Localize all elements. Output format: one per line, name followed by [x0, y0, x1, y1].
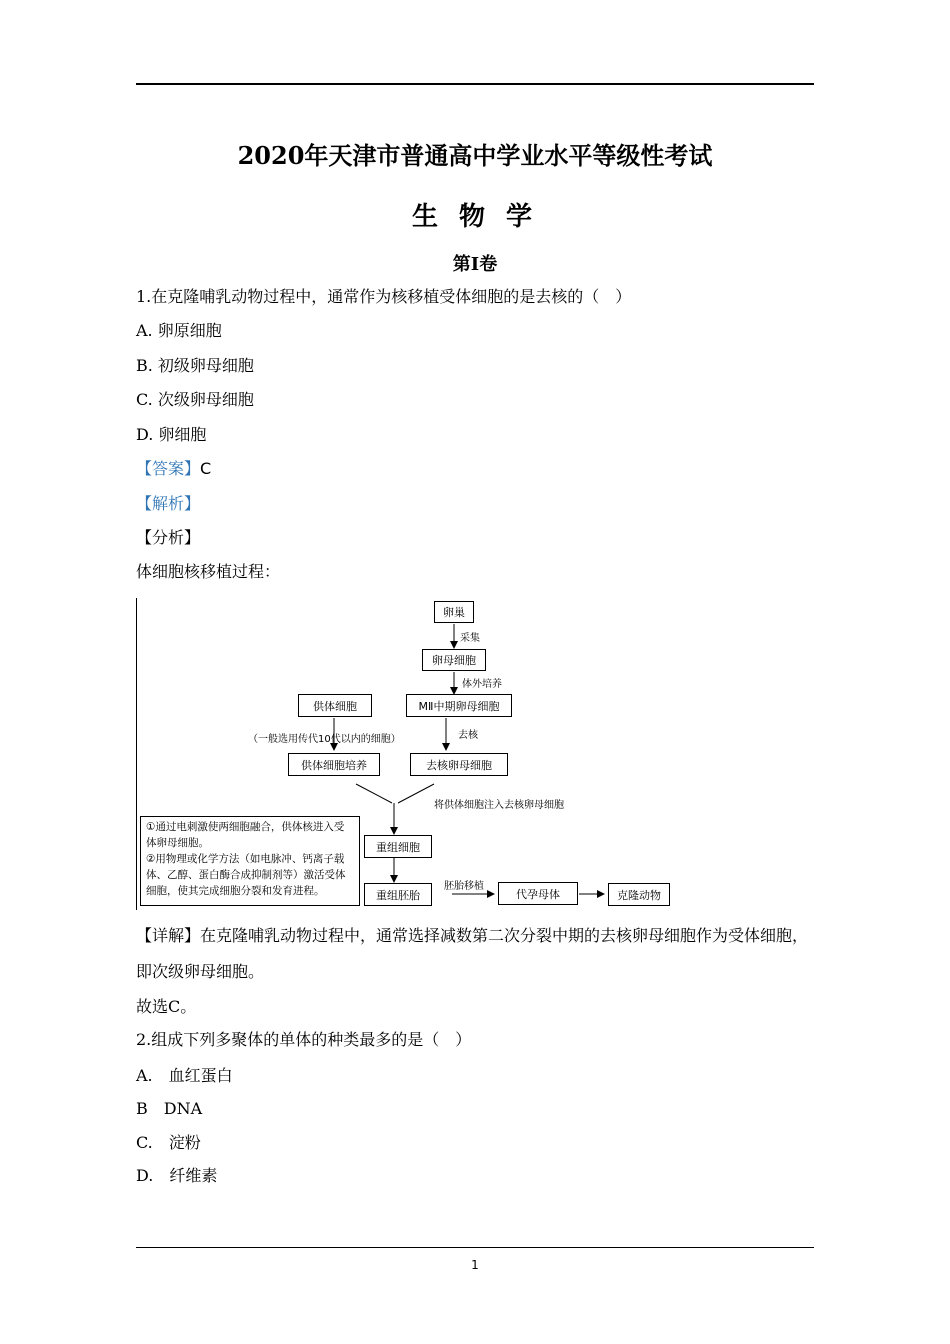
- embryo-transfer-label: 胚胎移植: [444, 881, 484, 892]
- analysis-label: 【解析】: [136, 494, 201, 513]
- question-2-option-c: C. 淀粉: [136, 1133, 201, 1152]
- surrogate-box: 代孕母体: [498, 882, 578, 905]
- ovary-box: 卵巢: [434, 601, 474, 623]
- section-title: 第Ⅰ卷: [452, 254, 498, 275]
- question-2-option-d: D. 纤维素: [136, 1166, 218, 1185]
- note-line: 细胞，使其完成细胞分裂和发育进程。: [146, 885, 325, 897]
- collect-label: 采集: [460, 633, 480, 644]
- question-1-stem: 1.在克隆哺乳动物过程中，通常作为核移植受体细胞的是去核的（ ）: [136, 287, 632, 306]
- conclusion: 故选C。: [136, 997, 197, 1016]
- detail-label: 【详解】: [136, 926, 201, 945]
- question-2-option-b: B DNA: [136, 1099, 203, 1118]
- process-intro: 体细胞核移植过程：: [136, 562, 281, 581]
- fenxi-label: 【分析】: [136, 528, 201, 547]
- donor-note: （一般选用传代10代以内的细胞）: [248, 734, 401, 745]
- note-line: 体卵母细胞。: [146, 837, 209, 849]
- question-1-option-a: A. 卵原细胞: [136, 321, 222, 340]
- enucleated-oocyte-box: 去核卵母细胞: [410, 753, 508, 776]
- answer-label: 【答案】: [136, 459, 201, 478]
- clone-box: 克隆动物: [608, 883, 670, 906]
- reconstructed-embryo-box: 重组胚胎: [364, 883, 432, 906]
- nuclear-transfer-diagram: [136, 598, 676, 910]
- reconstructed-cell-box: 重组细胞: [364, 835, 432, 858]
- in-vitro-label: 体外培养: [462, 679, 502, 690]
- answer-row: [136, 459, 211, 479]
- page-number: 1: [471, 1258, 479, 1272]
- note-line: ②用物理或化学方法（如电脉冲、钙离子载: [146, 853, 345, 865]
- question-1-option-d: D. 卵细胞: [136, 425, 207, 444]
- question-2-stem: 2.组成下列多聚体的单体的种类最多的是（ ）: [136, 1030, 472, 1049]
- donor-cell-box: 供体细胞: [298, 694, 372, 717]
- subject-title: 生 物 学: [411, 202, 539, 232]
- answer-value: C: [200, 459, 212, 478]
- inject-label: 将供体细胞注入去核卵母细胞: [434, 800, 564, 811]
- detail-line-2: 即次级卵母细胞。: [136, 962, 265, 981]
- enucleate-label: 去核: [458, 730, 478, 741]
- question-2-option-a: A. 血红蛋白: [136, 1066, 233, 1085]
- bottom-rule: [136, 1247, 814, 1248]
- donor-culture-box: 供体细胞培养: [288, 753, 380, 776]
- question-1-option-c: C. 次级卵母细胞: [136, 390, 254, 409]
- detail-line-1: [136, 926, 808, 946]
- notes-box: [140, 816, 360, 906]
- oocyte-box: 卵母细胞: [422, 649, 486, 671]
- note-line: ①通过电刺激使两细胞融合，供体核进入受: [146, 821, 345, 833]
- question-1-option-b: B. 初级卵母细胞: [136, 356, 254, 375]
- note-line: 体、乙醇、蛋白酶合成抑制剂等）激活受体: [146, 869, 346, 881]
- exam-title: 2020年天津市普通高中学业水平等级性考试: [237, 141, 713, 170]
- top-rule: [136, 83, 814, 85]
- detail-text-1: 在克隆哺乳动物过程中，通常选择减数第二次分裂中期的去核卵母细胞作为受体细胞，: [200, 926, 809, 945]
- mii-oocyte-box: MⅡ中期卵母细胞: [406, 694, 512, 717]
